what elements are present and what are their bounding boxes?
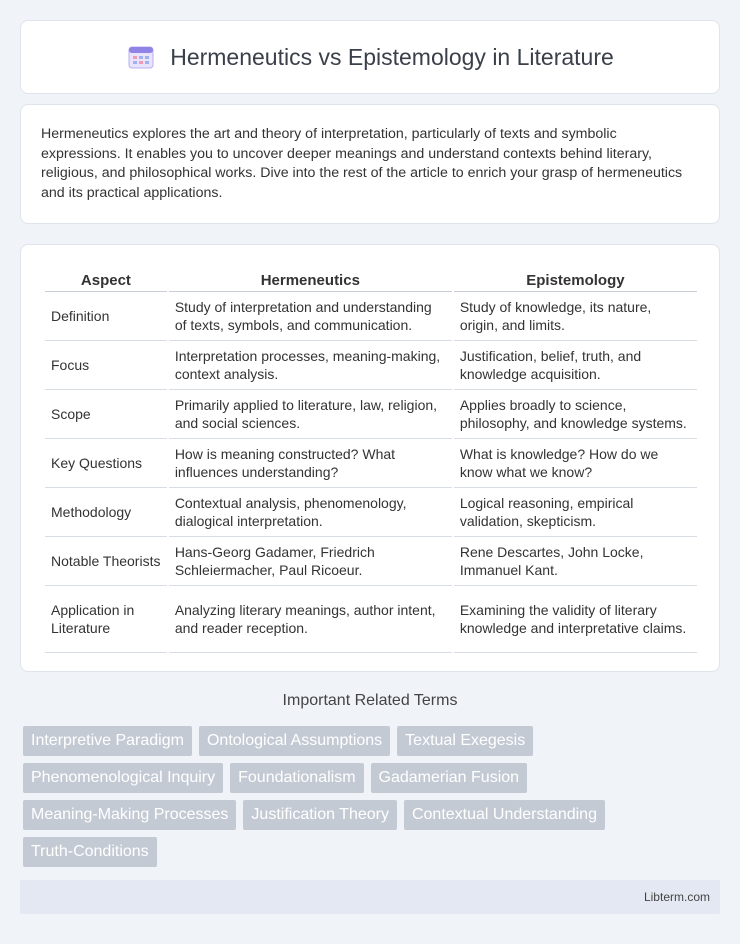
page-title: Hermeneutics vs Epistemology in Literature <box>170 43 614 70</box>
tag-foundationalism[interactable]: Foundationalism <box>230 763 363 793</box>
footer <box>20 880 720 914</box>
table-row <box>45 390 697 439</box>
cell-aspect: Notable Theorists <box>45 537 167 586</box>
tag-row <box>23 763 723 793</box>
cell-epistemology: Justification, belief, truth, and knowledge acquisition. <box>454 341 697 390</box>
tag-phenomenological-inquiry[interactable]: Phenomenological Inquiry <box>23 763 223 793</box>
header-aspect: Aspect <box>45 265 167 292</box>
table-header-row <box>45 265 697 292</box>
tag-row <box>23 800 723 830</box>
table-row <box>45 341 697 390</box>
tag-justification-theory[interactable]: Justification Theory <box>243 800 397 830</box>
comparison-table <box>43 265 699 653</box>
tag-textual-exegesis[interactable]: Textual Exegesis <box>397 726 533 756</box>
header-card <box>20 20 720 94</box>
cell-hermeneutics: Analyzing literary meanings, author intent, and reader reception. <box>169 586 452 653</box>
comparison-table-card <box>20 244 720 672</box>
table-row <box>45 586 697 653</box>
table-row <box>45 488 697 537</box>
cell-hermeneutics: Primarily applied to literature, law, religion, and social sciences. <box>169 390 452 439</box>
table-row <box>45 537 697 586</box>
cell-epistemology: What is knowledge? How do we know what we know? <box>454 439 697 488</box>
tag-row <box>23 837 723 867</box>
cell-epistemology: Study of knowledge, its nature, origin, and limits. <box>454 292 697 341</box>
cell-aspect: Methodology <box>45 488 167 537</box>
tag-truth-conditions[interactable]: Truth-Conditions <box>23 837 157 867</box>
tag-row <box>23 726 723 756</box>
cell-hermeneutics: How is meaning constructed? What influences understanding? <box>169 439 452 488</box>
intro-text: Hermeneutics explores the art and theory of interpretation, particularly of texts and symbolic expressions. It enables you to uncover deeper meanings and understand contexts behind literary, religious, and philosophical works. Dive into the rest of the article to enrich your grasp of hermeneutics and its practical applications. <box>41 126 683 201</box>
cell-hermeneutics: Study of interpretation and understanding of texts, symbols, and communication. <box>169 292 452 341</box>
table-row <box>45 439 697 488</box>
header-hermeneutics: Hermeneutics <box>169 265 452 292</box>
tag-ontological-assumptions[interactable]: Ontological Assumptions <box>199 726 390 756</box>
tag-interpretive-paradigm[interactable]: Interpretive Paradigm <box>23 726 192 756</box>
cell-aspect: Scope <box>45 390 167 439</box>
related-terms-title: Important Related Terms <box>282 692 458 709</box>
footer-site-link[interactable]: Libterm.com <box>643 890 710 904</box>
cell-epistemology: Applies broadly to science, philosophy, and knowledge systems. <box>454 390 697 439</box>
table-row <box>45 292 697 341</box>
cell-epistemology: Logical reasoning, empirical validation, skepticism. <box>454 488 697 537</box>
related-terms-list <box>23 726 723 874</box>
calendar-grid-icon <box>126 43 156 71</box>
cell-hermeneutics: Interpretation processes, meaning-making, context analysis. <box>169 341 452 390</box>
tag-gadamerian-fusion[interactable]: Gadamerian Fusion <box>371 763 528 793</box>
cell-hermeneutics: Hans-Georg Gadamer, Friedrich Schleiermacher, Paul Ricoeur. <box>169 537 452 586</box>
header-epistemology: Epistemology <box>454 265 697 292</box>
cell-epistemology: Rene Descartes, John Locke, Immanuel Kant. <box>454 537 697 586</box>
cell-aspect: Application in Literature <box>45 586 167 653</box>
cell-aspect: Key Questions <box>45 439 167 488</box>
cell-hermeneutics: Contextual analysis, phenomenology, dialogical interpretation. <box>169 488 452 537</box>
tag-contextual-understanding[interactable]: Contextual Understanding <box>404 800 605 830</box>
cell-epistemology: Examining the validity of literary knowledge and interpretative claims. <box>454 586 697 653</box>
cell-aspect: Definition <box>45 292 167 341</box>
cell-aspect: Focus <box>45 341 167 390</box>
tag-meaning-making-processes[interactable]: Meaning-Making Processes <box>23 800 236 830</box>
intro-card <box>20 104 720 224</box>
